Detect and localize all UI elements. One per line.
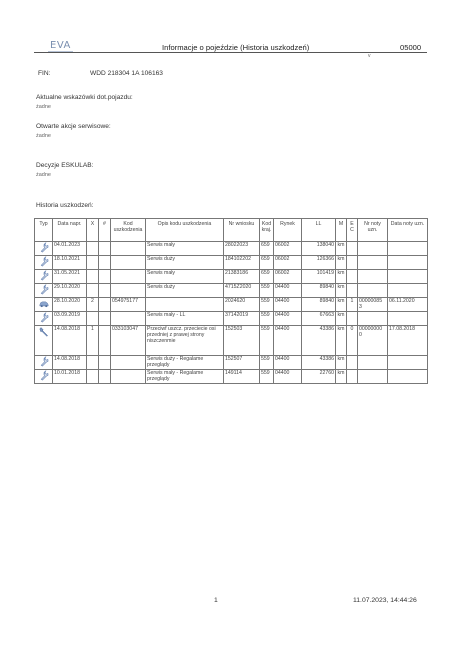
row-type-cell xyxy=(35,242,53,256)
cell-date: 18.10.2021 xyxy=(53,256,87,270)
row-type-cell xyxy=(35,326,53,356)
cell-ec xyxy=(347,242,358,256)
wrench-icon xyxy=(39,319,49,325)
col-header-ll: LL xyxy=(302,219,336,242)
cell-damage-code xyxy=(111,284,146,298)
cell-market: 06002 xyxy=(274,270,302,284)
cell-date: 31.05.2021 xyxy=(53,270,87,284)
cell-request-number: 21383186 xyxy=(224,270,260,284)
fin-value: WDD 218304 1A 106163 xyxy=(90,70,163,77)
cell-request-number: 2024620 xyxy=(224,298,260,312)
row-type-cell xyxy=(35,270,53,284)
cell-request-number: 152503 xyxy=(224,326,260,356)
section-value-eskulab: żadne xyxy=(36,172,51,178)
cell-ec xyxy=(347,356,358,370)
cell-number xyxy=(99,270,111,284)
table-row xyxy=(35,312,428,326)
table-row xyxy=(35,326,428,356)
cell-credit-note-number xyxy=(358,242,388,256)
cell-credit-note-number xyxy=(358,356,388,370)
cell-x xyxy=(87,242,99,256)
cell-request-number: 4715Z2020 xyxy=(224,284,260,298)
fin-label: FIN: xyxy=(38,70,51,77)
cell-damage-code xyxy=(111,356,146,370)
cell-request-number: 28022023 xyxy=(224,242,260,256)
footer-datetime: 11.07.2023, 14:44:26 xyxy=(353,597,417,604)
cell-credit-note-date xyxy=(388,242,428,256)
col-header-type: Typ xyxy=(35,219,53,242)
cell-number xyxy=(99,312,111,326)
cell-ll: 67663 xyxy=(302,312,336,326)
cell-damage-code: 033103047 xyxy=(111,326,146,356)
cell-ll: 22760 xyxy=(302,370,336,384)
section-label-hints: Aktualne wskazówki dot.pojazdu: xyxy=(36,94,133,101)
row-type-cell xyxy=(35,298,53,312)
cell-country-code: 559 xyxy=(260,312,274,326)
section-value-service-actions: żadne xyxy=(36,133,51,139)
table-row xyxy=(35,298,428,312)
cell-description: Serwis duży xyxy=(146,284,224,298)
cell-x xyxy=(87,312,99,326)
cell-credit-note-number: 00000000 0 xyxy=(358,326,388,356)
cell-m: km xyxy=(336,242,347,256)
section-label-service-actions: Otwarte akcje serwisowe: xyxy=(36,123,111,130)
cell-ll: 138040 xyxy=(302,242,336,256)
cell-damage-code xyxy=(111,256,146,270)
col-header-market: Rynek xyxy=(274,219,302,242)
cell-country-code: 559 xyxy=(260,326,274,356)
cell-m: km xyxy=(336,370,347,384)
cell-description: Serwis duży xyxy=(146,256,224,270)
eva-logo: EVA xyxy=(50,40,71,51)
cell-date: 03.09.2019 xyxy=(53,312,87,326)
cell-m: km xyxy=(336,312,347,326)
cell-credit-note-date: 17.08.2018 xyxy=(388,326,428,356)
document-title: Informacje o pojeździe (Historia uszkodzeń) xyxy=(162,43,310,52)
cell-damage-code xyxy=(111,370,146,384)
cell-number xyxy=(99,284,111,298)
cell-country-code: 659 xyxy=(260,256,274,270)
cell-date: 29.10.2020 xyxy=(53,284,87,298)
cell-x xyxy=(87,370,99,384)
row-type-cell xyxy=(35,356,53,370)
cell-number xyxy=(99,326,111,356)
cell-date: 10.01.2018 xyxy=(53,370,87,384)
col-header-date: Data napr. xyxy=(53,219,87,242)
cell-market: 04400 xyxy=(274,284,302,298)
cell-market: 06002 xyxy=(274,256,302,270)
cell-damage-code: 054975177 xyxy=(111,298,146,312)
row-type-cell xyxy=(35,370,53,384)
cell-m: km xyxy=(336,298,347,312)
cell-ec xyxy=(347,256,358,270)
cell-request-number: 149114 xyxy=(224,370,260,384)
cell-ll: 101419 xyxy=(302,270,336,284)
cell-credit-note-date xyxy=(388,284,428,298)
row-type-cell xyxy=(35,312,53,326)
cell-description: Serwis mały xyxy=(146,242,224,256)
cell-date: 14.08.2018 xyxy=(53,326,87,356)
col-header-description: Opis kodu uszkodzenia xyxy=(146,219,224,242)
table-row xyxy=(35,242,428,256)
cell-country-code: 559 xyxy=(260,298,274,312)
cell-credit-note-date xyxy=(388,270,428,284)
cell-credit-note-number xyxy=(358,312,388,326)
cell-damage-code xyxy=(111,312,146,326)
table-row xyxy=(35,284,428,298)
cell-number xyxy=(99,298,111,312)
history-title: Historia uszkodzeń: xyxy=(36,202,94,209)
cell-credit-note-number: 00000085 3 xyxy=(358,298,388,312)
cell-country-code: 659 xyxy=(260,242,274,256)
cell-ll: 126366 xyxy=(302,256,336,270)
cell-date: 04.01.2023 xyxy=(53,242,87,256)
cell-market: 04400 xyxy=(274,298,302,312)
cell-market: 04400 xyxy=(274,326,302,356)
wrench-icon xyxy=(39,377,49,383)
col-header-request-number: Nr wniosku xyxy=(224,219,260,242)
cell-request-number: 184102202 xyxy=(224,256,260,270)
cell-ec xyxy=(347,312,358,326)
wrench-icon xyxy=(39,277,49,283)
table-body xyxy=(35,242,428,384)
cell-x xyxy=(87,356,99,370)
col-header-credit-note-date: Data noty uzn. xyxy=(388,219,428,242)
document-code: 05000 xyxy=(400,43,422,52)
cell-description: Przeciwf uszcz. przeciecie osi przedniej z prawej strony niszczenmie xyxy=(146,326,224,356)
cell-date: 28.10.2020 xyxy=(53,298,87,312)
col-header-m: M xyxy=(336,219,347,242)
cell-credit-note-date xyxy=(388,256,428,270)
cell-credit-note-date xyxy=(388,356,428,370)
cell-market: 04400 xyxy=(274,356,302,370)
car-damage-icon xyxy=(39,305,49,311)
cell-credit-note-number xyxy=(358,256,388,270)
table-row xyxy=(35,256,428,270)
cell-description: Serwis mały - Regalame przeglądy xyxy=(146,370,224,384)
header-tick-mark: v xyxy=(368,53,371,59)
cell-description xyxy=(146,298,224,312)
cell-ec xyxy=(347,284,358,298)
table-header-row xyxy=(35,219,428,242)
cell-description: Serwis duży - Regalame przeglądy xyxy=(146,356,224,370)
cell-x xyxy=(87,256,99,270)
cell-ll: 43386 xyxy=(302,356,336,370)
cell-credit-note-number xyxy=(358,370,388,384)
repair-tool-icon xyxy=(39,333,49,339)
cell-ll: 89840 xyxy=(302,298,336,312)
cell-date: 14.08.2018 xyxy=(53,356,87,370)
cell-request-number: 152507 xyxy=(224,356,260,370)
cell-m: km xyxy=(336,270,347,284)
cell-number xyxy=(99,370,111,384)
cell-country-code: 559 xyxy=(260,356,274,370)
cell-number xyxy=(99,256,111,270)
cell-market: 04400 xyxy=(274,370,302,384)
cell-x xyxy=(87,270,99,284)
cell-ec: 1 xyxy=(347,298,358,312)
wrench-icon xyxy=(39,363,49,369)
row-type-cell xyxy=(35,256,53,270)
cell-x: 2 xyxy=(87,298,99,312)
cell-m: km xyxy=(336,284,347,298)
row-type-cell xyxy=(35,284,53,298)
footer-page-number: 1 xyxy=(214,597,218,604)
col-header-ec: E C xyxy=(347,219,358,242)
wrench-icon xyxy=(39,249,49,255)
cell-ec xyxy=(347,370,358,384)
cell-credit-note-number xyxy=(358,284,388,298)
cell-damage-code xyxy=(111,242,146,256)
col-header-credit-note-number: Nr noty uzn. xyxy=(358,219,388,242)
cell-request-number: 37142019 xyxy=(224,312,260,326)
cell-credit-note-date: 06.11.2020 xyxy=(388,298,428,312)
cell-country-code: 559 xyxy=(260,284,274,298)
table-row xyxy=(35,370,428,384)
col-header-damage-code: Kod uszkodzenia xyxy=(111,219,146,242)
cell-m: km xyxy=(336,356,347,370)
col-header-x: X xyxy=(87,219,99,242)
cell-m: km xyxy=(336,326,347,356)
col-header-country-code: Kod kraj. xyxy=(260,219,274,242)
section-value-hints: żadne xyxy=(36,104,51,110)
cell-description: Serwis mały - LL xyxy=(146,312,224,326)
cell-ec xyxy=(347,270,358,284)
cell-number xyxy=(99,356,111,370)
cell-credit-note-date xyxy=(388,370,428,384)
cell-damage-code xyxy=(111,270,146,284)
cell-x: 1 xyxy=(87,326,99,356)
cell-ll: 43386 xyxy=(302,326,336,356)
cell-country-code: 659 xyxy=(260,270,274,284)
cell-description: Serwis mały xyxy=(146,270,224,284)
cell-credit-note-date xyxy=(388,312,428,326)
section-label-eskulab: Decyzje ESKULAB: xyxy=(36,162,94,169)
damage-history-table xyxy=(34,218,428,384)
wrench-icon xyxy=(39,291,49,297)
wrench-icon xyxy=(39,263,49,269)
cell-credit-note-number xyxy=(358,270,388,284)
cell-ec: 0 xyxy=(347,326,358,356)
table-row xyxy=(35,356,428,370)
col-header-number: # xyxy=(99,219,111,242)
cell-market: 06002 xyxy=(274,242,302,256)
table-row xyxy=(35,270,428,284)
cell-market: 04400 xyxy=(274,312,302,326)
cell-number xyxy=(99,242,111,256)
cell-country-code: 559 xyxy=(260,370,274,384)
cell-m: km xyxy=(336,256,347,270)
cell-ll: 89840 xyxy=(302,284,336,298)
cell-x xyxy=(87,284,99,298)
